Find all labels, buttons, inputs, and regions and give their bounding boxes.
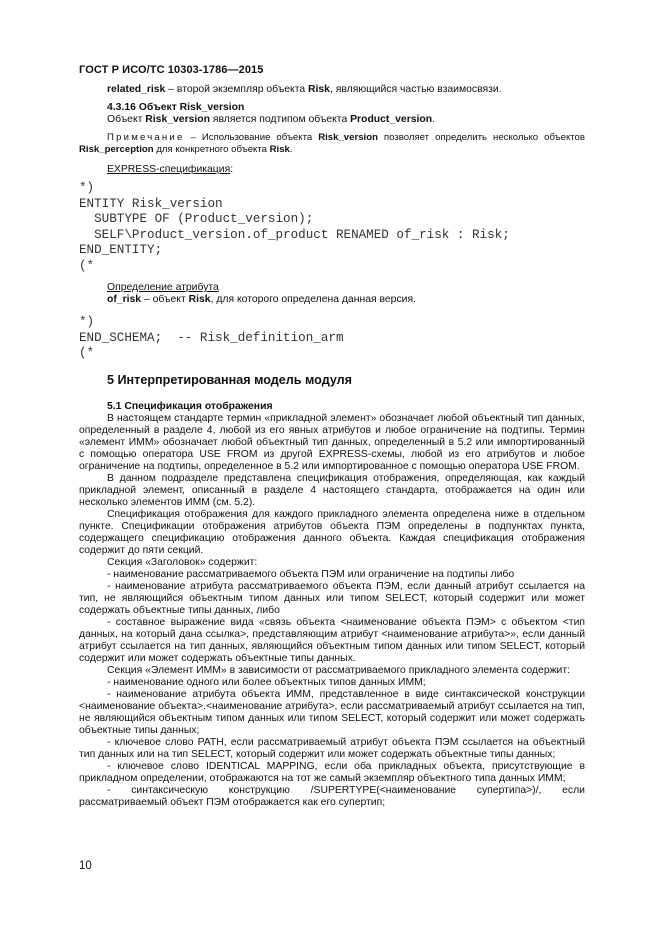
paragraph: Секция «Заголовок» содержит: bbox=[107, 557, 258, 568]
section-4-3-16 bbox=[79, 102, 585, 126]
list-item: - ключевое слово PATH, если рассматриваемый атрибут объекта ПЭМ ссылается на объектный тип данных или на тип SELECT, который содержит или может содержать объектные типы данных; bbox=[79, 737, 585, 760]
paragraph: В данном подразделе представлена спецификация отображения, определяющая, как каждый прикладной элемент, описанный в разделе 4 настоящего стандарта, отображается на один или несколько элементов ИММ (см. 5.2). bbox=[79, 473, 585, 508]
list-item: - наименование атрибута объекта ИММ, представленное в виде синтаксической конструкции <наименование объекта>.<наименование атрибута>, если рассматриваемый атрибут ссылается на тип, не являющийся объектным типом данных или типом SELECT, который содержит или может содержать объектные типы данных; bbox=[79, 689, 585, 736]
express-label: EXPRESS-спецификация: bbox=[107, 164, 234, 175]
section-5-title: 5 Интерпретированная модель модуля bbox=[107, 373, 353, 387]
list-item: - ключевое слово IDENTICAL MAPPING, если оба прикладных объекта, присутствующие в прикладном определении, отображаются на тот же самый экземпляр объектного типа данных ИММ; bbox=[79, 761, 585, 784]
attribute-definition-text: of_risk – объект Risk, для которого определена данная версия. bbox=[107, 294, 416, 305]
note-paragraph: Примечание – Использование объекта Risk_version позволяет определить несколько объектов Risk_perception для конкретного объекта Risk. bbox=[79, 132, 585, 155]
note-label: Примечание bbox=[107, 132, 185, 143]
list-item: - наименование одного или более объектных типов данных ИММ; bbox=[107, 677, 426, 688]
end-schema-code-block: *) END_SCHEMA; -- Risk_definition_arm (* bbox=[79, 315, 344, 360]
page-number: 10 bbox=[79, 860, 92, 872]
list-item: - наименование рассматриваемого объекта ПЭМ или ограничение на подтипы либо bbox=[107, 569, 515, 580]
section-title: 4.3.16 Объект Risk_version bbox=[107, 102, 245, 113]
attribute-name: related_risk bbox=[107, 84, 166, 95]
section-5-1-title: 5.1 Спецификация отображения bbox=[107, 401, 273, 412]
list-item: - наименование атрибута рассматриваемого объекта ПЭМ, если данный атрибут ссылается на тип, не являющийся объектным типом данных или типом SELECT, который содержит или может содержать объектные типы данных, либо bbox=[79, 581, 585, 616]
section-5-1 bbox=[79, 401, 585, 809]
related-risk-paragraph: related_risk – второй экземпляр объекта Risk, являющийся частью взаимосвязи. bbox=[107, 84, 502, 95]
list-item: - синтаксическую конструкцию /SUPERTYPE(<наименование супертипа>)/, если рассматриваемый объект ПЭМ отображается как его супертип; bbox=[79, 785, 585, 808]
paragraph: Спецификация отображения для каждого прикладного элемента определена ниже в отдельном пункте. Спецификации отображения атрибутов объекта ПЭМ определены в подпунктах пункта, содержащего спецификацию отображения данного объекта. Каждая спецификация отображения содержит до пяти секций. bbox=[79, 509, 585, 556]
paragraph: Секция «Элемент ИММ» в зависимости от рассматриваемого прикладного элемента содержит: bbox=[107, 665, 571, 676]
attribute-definition bbox=[79, 282, 585, 306]
paragraph: В настоящем стандарте термин «прикладной элемент» обозначает любой объектный тип данных, определенный в разделе 4, любой из его явных атрибутов и любое ограничение на подтипы. Термин «элемент ИММ» обозначает любой объектный тип данных, определенный в 5.2 или импортированный с помощью оператора USE FROM из другой EXPRESS-схемы, любой из его атрибутов и любое ограничение на подтипы, определенное в 5.2 или импортированное с помощью оператора USE FROM. bbox=[79, 413, 585, 472]
list-item: - составное выражение вида «связь объекта <наименование объекта ПЭМ> с объектом <тип данных, на который дана ссылка>, представляющим атрибут <наименование атрибута>», если данный атрибут ссылается на тип данных, являющийся объектным типом данных или типом SELECT, который содержит или может содержать объектные типы данных. bbox=[79, 617, 585, 664]
section-text: Объект Risk_version является подтипом объекта Product_version. bbox=[107, 114, 436, 125]
document-header: ГОСТ Р ИСО/ТС 10303-1786—2015 bbox=[79, 64, 264, 76]
attribute-definition-label: Определение атрибута bbox=[107, 282, 219, 293]
express-code-block: *) ENTITY Risk_version SUBTYPE OF (Product_version); SELF\Product_version.of_product RENAMED of_risk : Risk; END_ENTITY; (* bbox=[79, 181, 510, 273]
